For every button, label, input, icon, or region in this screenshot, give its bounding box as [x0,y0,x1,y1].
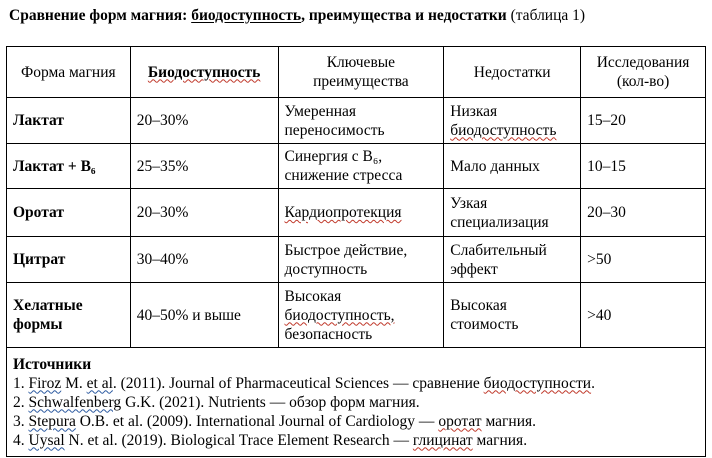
cell-bio: 25–35% [130,144,278,189]
cell-res: 20–30 [581,189,706,237]
comparison-table [6,46,706,457]
cell-form: Лактат + B₆ [7,144,131,189]
source-item: 4. Uysal N. et al. (2019). Biological Trace Element Research — глицинат магния. [13,431,528,449]
title-normal: (таблица 1) [506,7,586,24]
cell-res: 15–20 [581,98,706,144]
cell-dis: Мало данных [444,144,581,189]
cell-dis: Узкая специализация [444,189,581,237]
table-row [7,144,706,189]
title-bold: Сравнение форм магния: [9,7,192,24]
cell-bio: 20–30% [130,189,278,237]
table-row [7,237,706,283]
cell-res: >50 [581,237,706,283]
source-item: 1. Firoz M. et al. (2011). Journal of Pharmaceutical Sciences — сравнение биодоступности. [13,374,595,392]
cell-bio: 20–30% [130,98,278,144]
document-title [9,6,585,26]
table-row [7,98,706,144]
cell-bio: 30–40% [130,237,278,283]
cell-adv: Высокая биодоступность, безопасность [278,283,444,348]
title-bold-underlined: биодоступность [191,7,302,24]
header-bioavailability: Биодоступность [130,47,278,98]
cell-form: Цитрат [7,237,131,283]
header-research: Исследования (кол-во) [581,47,706,98]
sources-cell [7,348,706,457]
table-row [7,189,706,237]
header-row [7,47,706,98]
cell-bio: 40–50% и выше [130,283,278,348]
cell-form: Хелатные формы [7,283,131,348]
cell-res: >40 [581,283,706,348]
cell-dis: Слабительный эффект [444,237,581,283]
cell-adv: Синергия с B₆, снижение стресса [278,144,444,189]
cell-form: Лактат [7,98,131,144]
cell-dis: Высокая стоимость [444,283,581,348]
header-disadvantages: Недостатки [444,47,581,98]
cell-adv: Кардиопротекция [278,189,444,237]
header-advantages: Ключевые преимущества [278,47,444,98]
source-item: 2. Schwalfenberg G.K. (2021). Nutrients — обзор форм магния. [13,393,420,411]
sources-title: Источники [13,355,92,373]
source-item: 3. Stepura O.B. et al. (2009). International Journal of Cardiology — оротат магния. [13,412,536,430]
cell-form: Оротат [7,189,131,237]
title-bold-rest: , преимущества и недостатки [301,7,507,24]
sources-row [7,348,706,457]
cell-res: 10–15 [581,144,706,189]
cell-dis: Низкая биодоступность [444,98,581,144]
cell-adv: Умеренная переносимость [278,98,444,144]
header-form: Форма магния [7,47,131,98]
table-row [7,283,706,348]
cell-adv: Быстрое действие, доступность [278,237,444,283]
